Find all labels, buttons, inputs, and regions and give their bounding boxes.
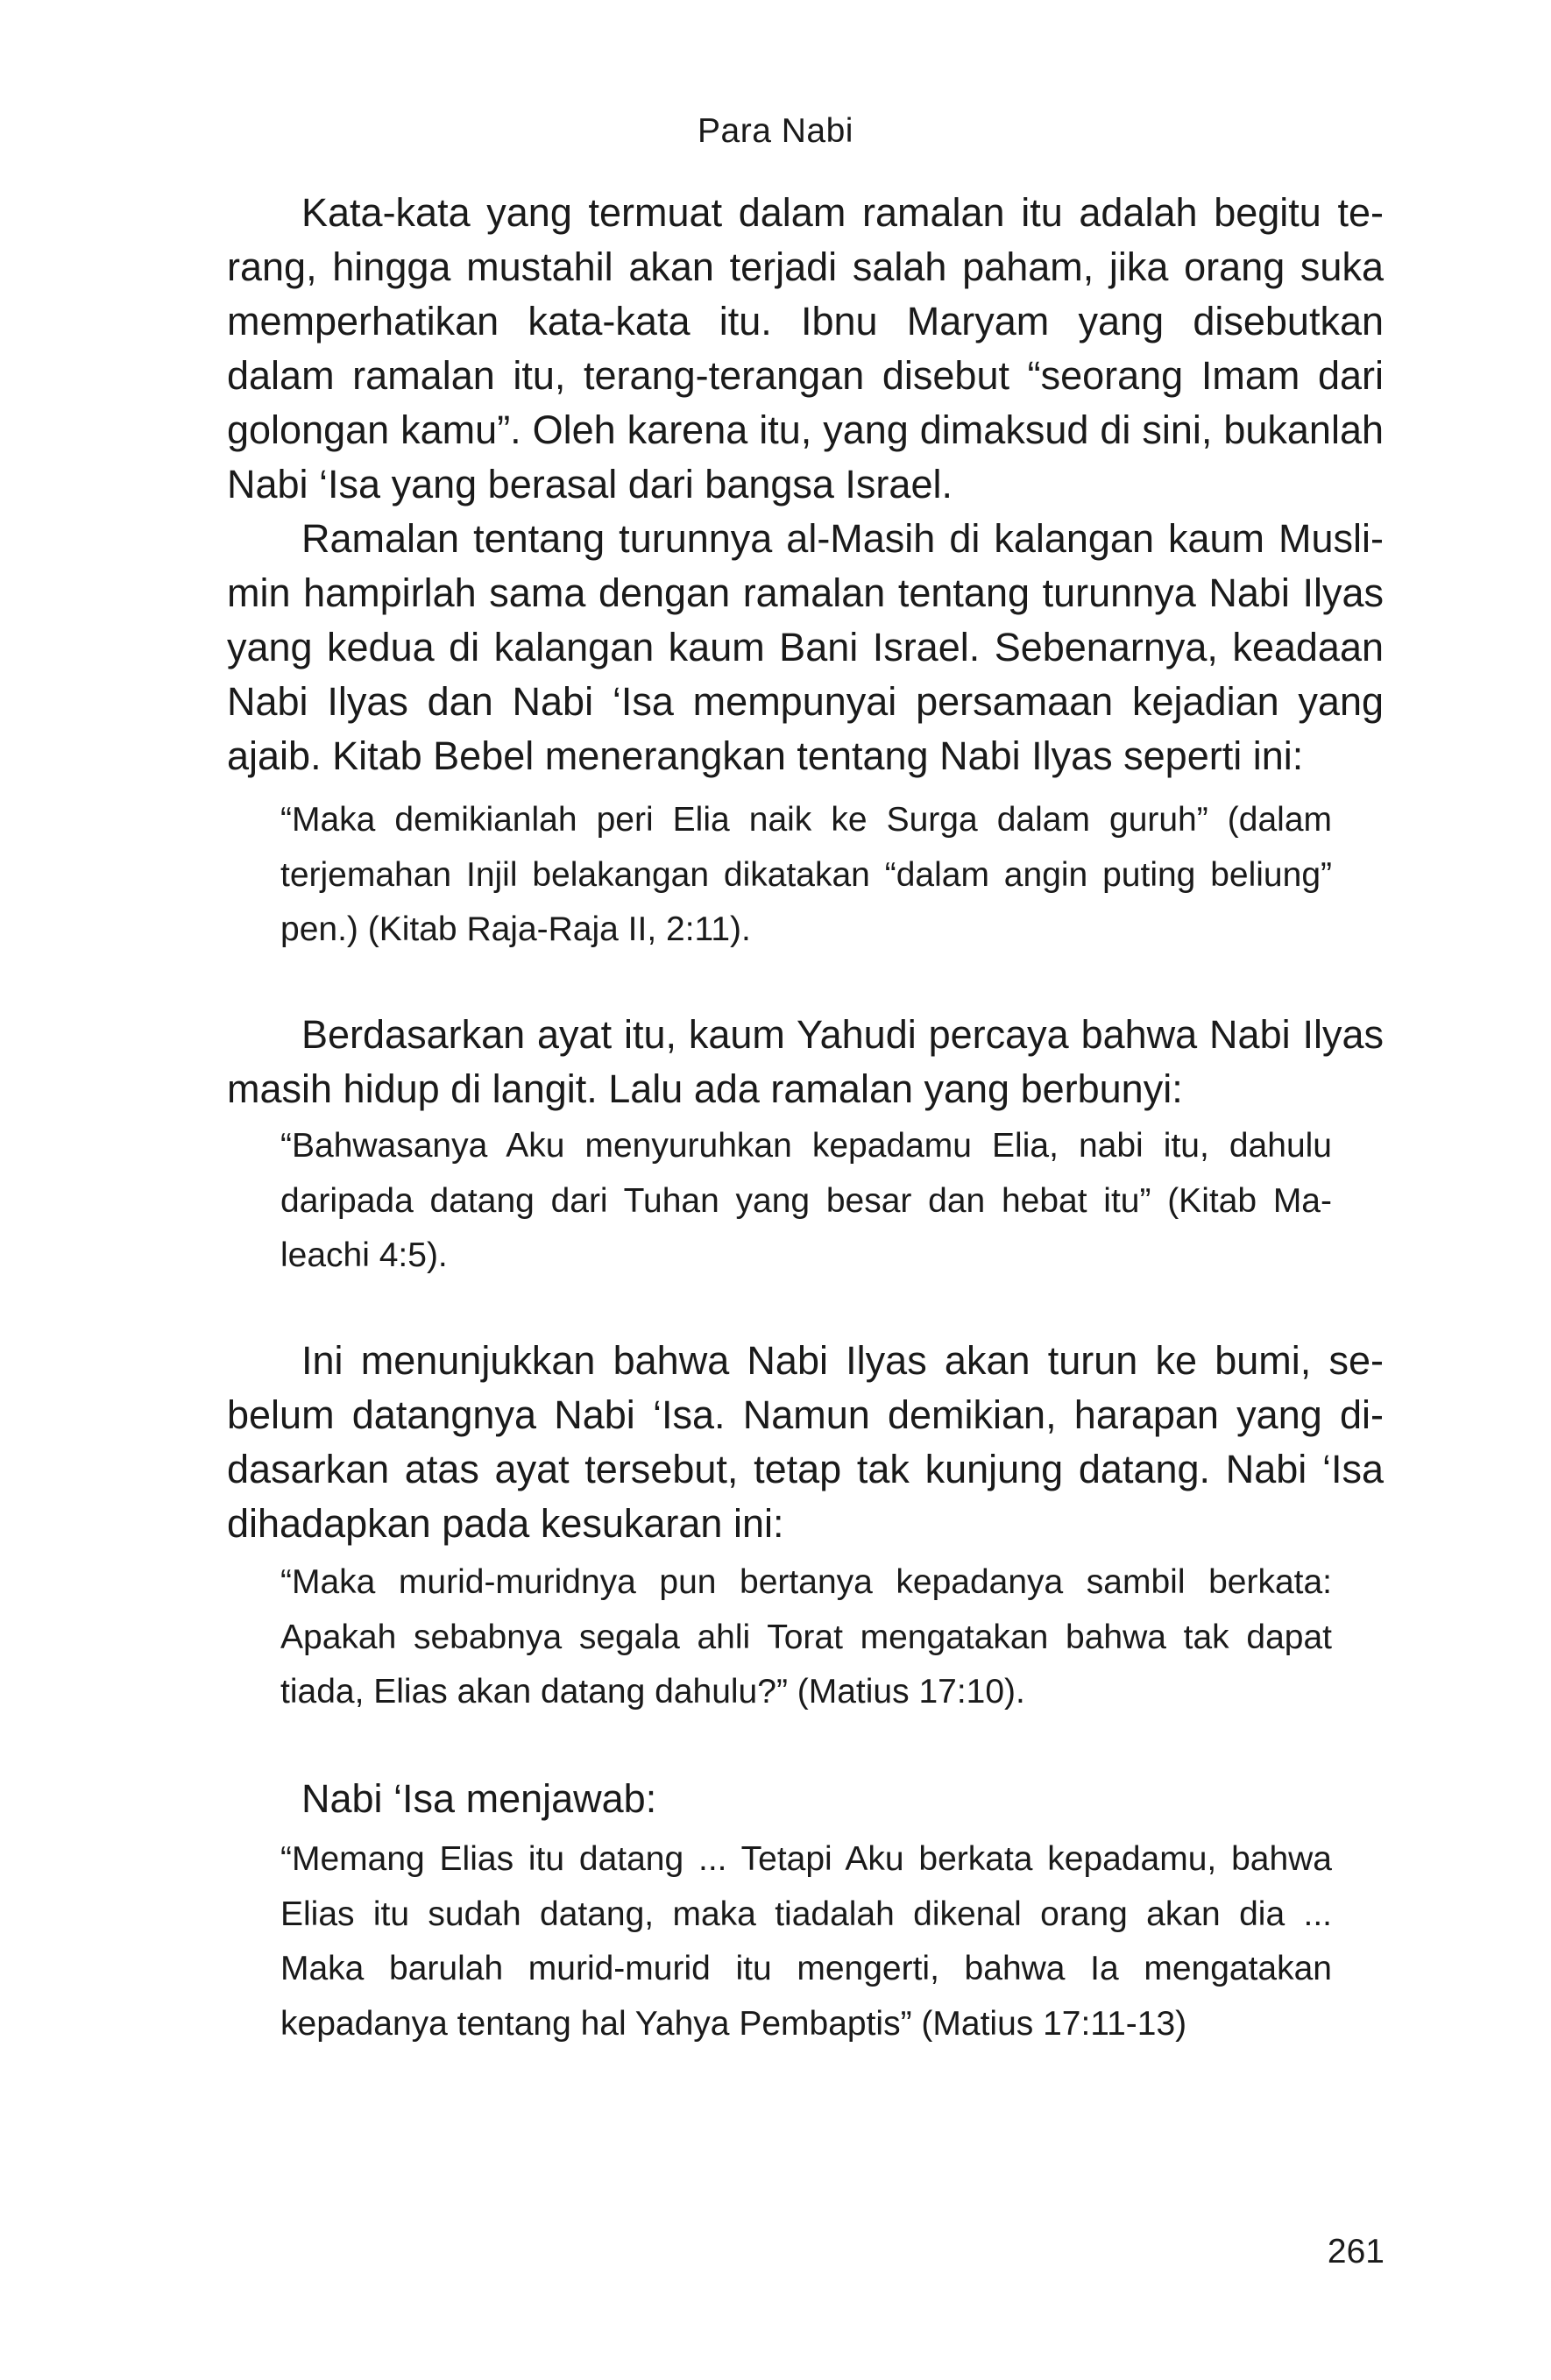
body-block-3	[227, 1334, 1384, 1551]
quote-text: “Memang Elias itu datang ... Tetapi Aku berkata kepadamu, bahwa Elias itu sudah datang, maka tiadalah dikenal orang akan dia ... Maka barulah murid-murid itu mengerti, bahwa Ia mengatakan kepadanya tentang hal Yahya Pembaptis” (Matius 17:11-13)	[280, 1840, 1332, 2043]
quote-text: “Bahwasanya Aku menyuruhkan kepadamu Elia, nabi itu, dahulu daripada datang dari Tuhan yang besar dan hebat itu” (Kitab Maleachi 4:5).	[280, 1127, 1332, 1274]
body-paragraph: Ini menunjukkan bahwa Nabi Ilyas akan turun ke bumi, sebelum datangnya Nabi ‘Isa. Namun demikian, harapan yang didasarkan atas ayat tersebut, tetap tak kunjung datang. Nabi ‘Isa dihadapkan pada kesukaran ini:	[227, 1338, 1384, 1546]
block-quote	[280, 1832, 1332, 2051]
running-header-title: Para Nabi	[698, 112, 853, 150]
body-paragraph: Kata-kata yang termuat dalam ramalan itu adalah begitu terang, hingga mustahil akan terjadi salah paham, jika orang suka memperhatikan kata-kata itu. Ibnu Maryam yang disebutkan dalam ramalan itu, terang-terangan disebut “seorang Imam dari golongan kamu”. Oleh karena itu, yang dimaksud di sini, bukanlah Nabi ‘Isa yang berasal dari bangsa Israel.	[227, 190, 1384, 506]
block-quote	[280, 793, 1332, 958]
body-block-1	[227, 186, 1384, 783]
body-paragraph: Ramalan tentang turunnya al-Masih di kalangan kaum Muslimin hampirlah sama dengan ramalan tentang turunnya Nabi Ilyas yang kedua di kalangan kaum Bani Israel. Sebenarnya, keadaan Nabi Ilyas dan Nabi ‘Isa mempunyai persamaan kejadian yang ajaib. Kitab Bebel menerangkan tentang Nabi Ilyas seperti ini:	[227, 516, 1384, 778]
block-quote	[280, 1119, 1332, 1284]
body-paragraph: Nabi ‘Isa menjawab:	[301, 1776, 657, 1821]
page-number: 261	[1327, 2233, 1385, 2270]
block-quote	[280, 1555, 1332, 1720]
body-block-2	[227, 1008, 1384, 1116]
body-paragraph: Berdasarkan ayat itu, kaum Yahudi percaya bahwa Nabi Ilyas masih hidup di langit. Lalu ada ramalan yang berbunyi:	[227, 1012, 1384, 1111]
quote-text: “Maka murid-muridnya pun bertanya kepadanya sambil berkata: Apakah sebabnya segala ahli Torat mengatakan bahwa tak dapat tiada, Elias akan datang dahulu?” (Matius 17:10).	[280, 1563, 1332, 1711]
quote-text: “Maka demikianlah peri Elia naik ke Surga dalam guruh” (dalam terjemahan Injil belakangan dikatakan “dalam angin puting beliung” pen.) (Kitab Raja-Raja II, 2:11).	[280, 801, 1332, 948]
body-block-4	[227, 1772, 1384, 1826]
